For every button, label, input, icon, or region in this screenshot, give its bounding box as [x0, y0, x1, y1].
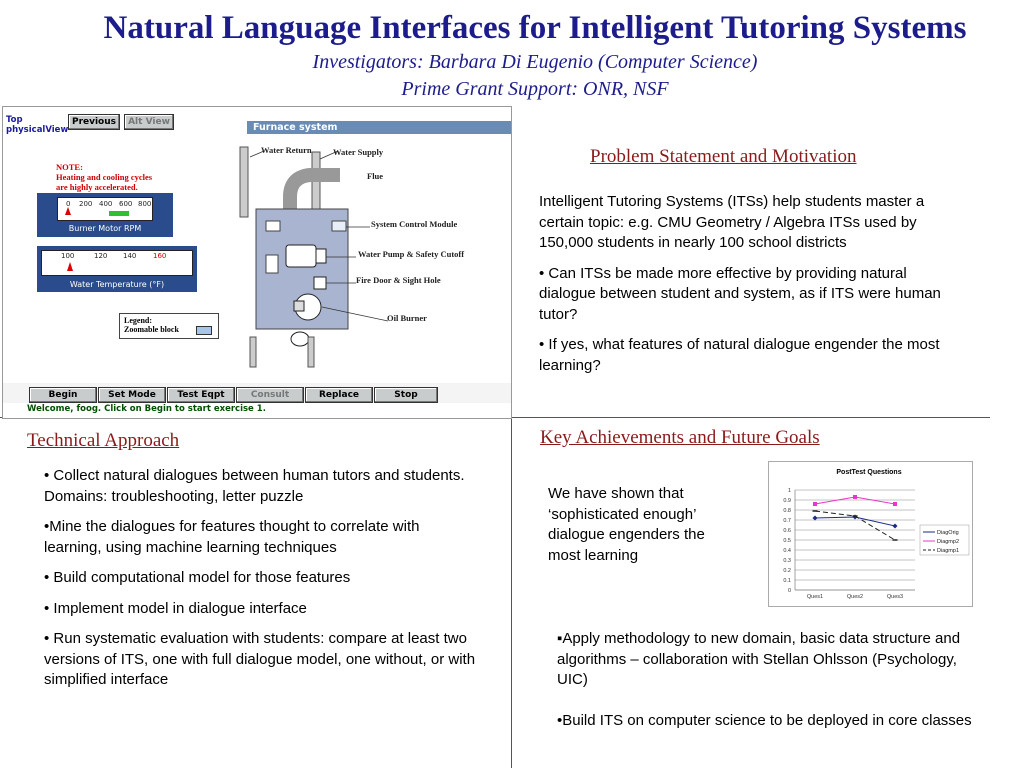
y-tick-label: 0.7	[783, 518, 791, 524]
rpm-marker	[65, 207, 71, 215]
note-line-3: are highly accelerated.	[56, 182, 138, 192]
list-item: •Mine the dialogues for features thought to correlate with learning, using machine learning techniques	[44, 518, 420, 556]
y-tick-label: 0.9	[783, 498, 791, 504]
top-link[interactable]: Top	[6, 115, 23, 125]
rpm-caption: Burner Motor RPM	[68, 224, 142, 233]
y-tick-label: 0.2	[783, 568, 791, 574]
test-eqpt-button[interactable]: Test Eqpt	[167, 387, 235, 403]
temp-marker	[67, 262, 73, 271]
data-point	[853, 495, 857, 499]
data-point	[813, 502, 817, 506]
achievement-item: •Build ITS on computer science to be deployed in core classes	[557, 712, 972, 729]
posttest-chart	[768, 461, 973, 607]
legend-box	[119, 313, 219, 339]
begin-button[interactable]: Begin	[29, 387, 97, 403]
page-title: Natural Language Interfaces for Intelligent Tutoring Systems	[103, 10, 967, 46]
fire-door-label: Fire Door & Sight Hole	[356, 275, 441, 285]
system-control-label: System Control Module	[371, 219, 458, 229]
list-item: • Collect natural dialogues between human tutors and students. Domains: troubleshooting, letter puzzle	[44, 467, 465, 505]
panel-title: Furnace system	[253, 122, 338, 133]
zoomable-swatch	[196, 326, 212, 335]
data-point	[893, 502, 897, 506]
problem-paragraph: Intelligent Tutoring Systems (ITSs) help students master a certain topic: e.g. CMU Geometry / Algebra ITSs used by 150,000 students in nearly 100 school districts	[539, 193, 925, 251]
legend-title: Legend:	[124, 316, 152, 325]
grant-line: Prime Grant Support: ONR, NSF	[401, 78, 669, 100]
x-tick-label: Ques1	[806, 594, 824, 600]
water-supply-label: Water Supply	[333, 147, 384, 157]
rpm-gauge	[37, 193, 173, 237]
previous-button[interactable]: Previous	[68, 114, 120, 130]
list-item: • Build computational model for those features	[44, 569, 351, 586]
y-tick-label: 0	[787, 588, 791, 594]
y-tick-label: 0.1	[783, 578, 791, 584]
y-tick-label: 0.3	[783, 558, 791, 564]
data-point	[893, 524, 898, 529]
chart-title: PostTest Questions	[836, 469, 902, 476]
list-item: • Run systematic evaluation with students: compare at least two versions of ITS, one with full dialogue model, one without, or with simplified interface	[44, 630, 476, 688]
x-tick-label: Ques3	[886, 594, 904, 600]
rpm-tick: 800	[138, 200, 152, 208]
problem-text	[539, 192, 963, 386]
welcome-message: Welcome, foog. Click on Begin to start exercise 1.	[27, 404, 266, 414]
temp-tick: 120	[94, 252, 108, 260]
technical-heading: Technical Approach	[27, 430, 180, 451]
temp-caption: Water Temperature (°F)	[69, 280, 165, 289]
y-tick-label: 1	[787, 488, 791, 494]
note-line-2: Heating and cooling cycles	[56, 172, 153, 182]
oil-burner-label: Oil Burner	[387, 313, 427, 323]
physical-view-link[interactable]: physicalView	[6, 125, 69, 135]
investigators-line: Investigators: Barbara Di Eugenio (Computer Science)	[312, 51, 758, 73]
rpm-tick: 600	[119, 200, 133, 208]
temperature-gauge	[37, 246, 197, 292]
set-mode-button[interactable]: Set Mode	[98, 387, 166, 403]
temp-tick: 140	[123, 252, 137, 260]
legend-label: Diagmp1	[937, 548, 960, 554]
chart-svg	[769, 462, 972, 606]
water-pump-label: Water Pump & Safety Cutoff	[358, 249, 465, 259]
subtitle-block	[0, 49, 1024, 103]
achievement-summary: We have shown that ‘sophisticated enough’ dialogue engenders the most learning	[548, 485, 705, 564]
problem-paragraph: • If yes, what features of natural dialogue engender the most learning?	[539, 336, 940, 374]
consult-button[interactable]: Consult	[236, 387, 304, 403]
x-tick-label: Ques2	[846, 594, 864, 600]
y-tick-label: 0.4	[783, 548, 791, 554]
legend-item: Zoomable block	[124, 325, 179, 334]
list-item: • Implement model in dialogue interface	[44, 599, 307, 617]
alt-view-button[interactable]: Alt View	[124, 114, 174, 130]
water-return-label: Water Return	[261, 145, 312, 155]
furnace-simulator-window	[2, 106, 512, 419]
problem-heading: Problem Statement and Motivation	[590, 146, 857, 167]
y-tick-label: 0.5	[783, 538, 791, 544]
temp-tick: 100	[61, 252, 75, 260]
rpm-tick: 0	[66, 200, 71, 208]
rpm-tick: 400	[99, 200, 113, 208]
y-tick-label: 0.8	[783, 508, 791, 514]
stop-button[interactable]: Stop	[374, 387, 438, 403]
rpm-indicator	[109, 211, 129, 216]
achievements-heading: Key Achievements and Future Goals	[540, 427, 820, 448]
achievement-item: ▪Apply methodology to new domain, basic data structure and algorithms – collaboration with Stellan Ohlsson (Psychology, UIC)	[557, 630, 961, 688]
temp-tick: 160	[153, 252, 167, 260]
technical-list	[44, 466, 480, 701]
rpm-tick: 200	[79, 200, 93, 208]
flue-label: Flue	[367, 171, 384, 181]
problem-paragraph: • Can ITSs be made more effective by providing natural dialogue between student and system, as if ITS were human tutor?	[539, 264, 941, 323]
y-tick-label: 0.6	[783, 528, 791, 534]
replace-button[interactable]: Replace	[305, 387, 373, 403]
legend-label: DiagOrig	[937, 530, 959, 536]
note-line-1: NOTE:	[56, 162, 83, 172]
legend-label: Diagmp2	[937, 539, 960, 545]
note-text	[56, 162, 152, 192]
